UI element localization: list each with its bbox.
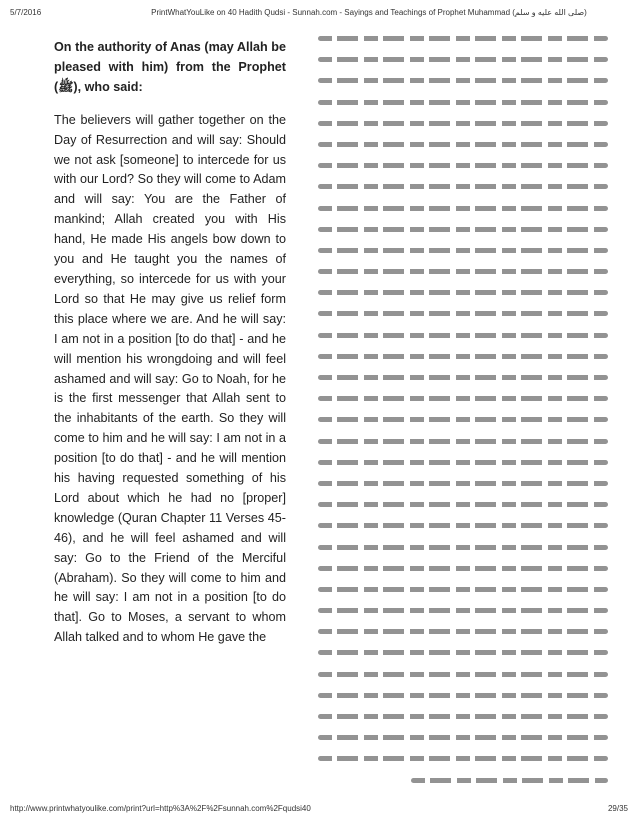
hadith-body: The believers will gather together on the Day of Resurrection and will say: Should we not ask [someone] to intercede for us with our Lord? So they will come to Adam and will say: You are the Father of mankind; Allah created you with His hand, He made His angels bow down to you and He taught you the names of everything, so intercede for us with your Lord so that He may give us relief form this place where we are. And he will say: I am not in a position [to do that] - and he will mention his wrongdoing and will feel ashamed and will say: Go to Noah, for he is the first messenger that Allah sent to the inhabitants of the earth. So they will come to him and he will say: I am not in a position [to do that] - and he will mention his having requested something of his Lord about which he had no [proper] knowledge (Quran Chapter 11 Verses 45-46), and he will feel ashamed and will say: Go to the Friend of the Merciful (Abraham). So they will come to him and he will say: I am not in a position [to do that]. Go to Moses, a servant to whom Allah talked and to whom He gave the [54, 112, 286, 645]
english-column [54, 38, 286, 648]
print-date: 5/7/2016 [10, 8, 42, 17]
source-url: http://www.printwhatyoulike.com/print?url=http%3A%2F%2Fsunnah.com%2Fqudsi40 [10, 804, 311, 813]
page-title: PrintWhatYouLike on 40 Hadith Qudsi - Sunnah.com - Sayings and Teachings of Prophet Muhammad (صلى الله عليه و سلم) [151, 8, 587, 17]
arabic-column-placeholder [318, 36, 608, 776]
hadith-heading: On the authority of Anas (may Allah be pleased with him) from the Prophet (ﷺ), who said: [54, 40, 286, 94]
page-header [10, 8, 628, 22]
page-footer [10, 804, 628, 816]
page-number: 29/35 [607, 804, 628, 813]
